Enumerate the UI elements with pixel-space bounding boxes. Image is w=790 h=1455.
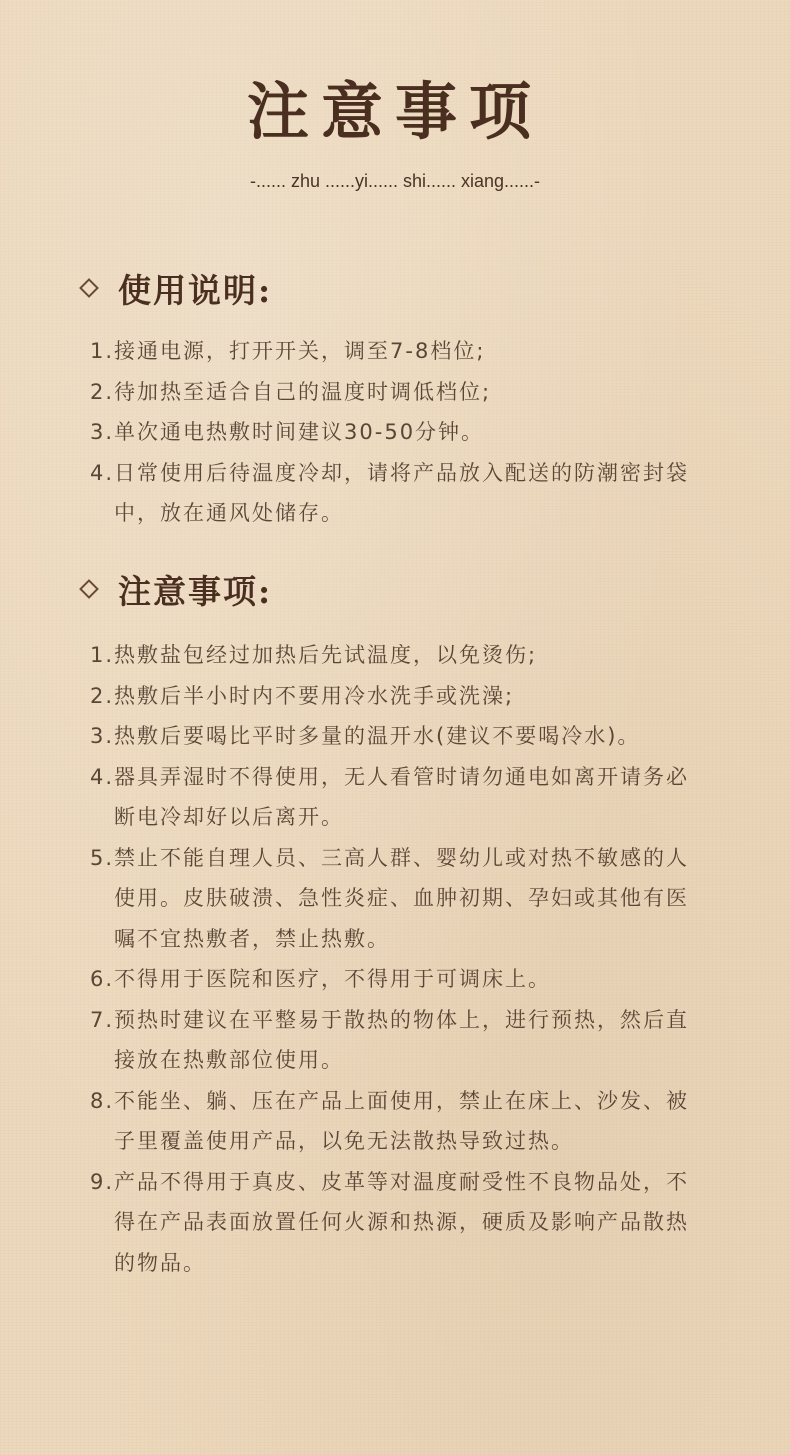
usage-section-heading <box>78 264 272 312</box>
page-subtitle-pinyin: -...... zhu ......yi...... shi...... xiang......- <box>249 171 541 191</box>
caution-item: 7.预热时建议在平整易于散热的物体上，进行预热，然后直接放在热敷部位使用。 <box>90 1007 690 1072</box>
page-title: 注意事项 <box>246 75 543 148</box>
cautions-section-heading <box>78 565 272 613</box>
diamond-bullet-icon <box>79 579 99 599</box>
caution-item: 8.不能坐、躺、压在产品上面使用，禁止在床上、沙发、被子里覆盖使用产品，以免无法散热导致过热。 <box>90 1088 690 1153</box>
usage-item: 2.待加热至适合自己的温度时调低档位; <box>90 379 492 404</box>
caution-item: 1.热敷盐包经过加热后先试温度，以免烫伤; <box>90 643 538 667</box>
caution-item: 4.器具弄湿时不得使用，无人看管时请勿通电如离开请务必断电冷却好以后离开。 <box>90 764 690 829</box>
caution-item: 6.不得用于医院和医疗，不得用于可调床上。 <box>90 967 552 991</box>
caution-item: 3.热敷后要喝比平时多量的温开水(建议不要喝冷水)。 <box>90 724 641 748</box>
usage-item: 3.单次通电热敷时间建议30-50分钟。 <box>90 420 485 444</box>
caution-item: 5.禁止不能自理人员、三高人群、婴幼儿或对热不敏感的人使用。皮肤破溃、急性炎症、血肿初期、孕妇或其他有医嘱不宜热敷者，禁止热敷。 <box>90 845 690 951</box>
caution-item: 9.产品不得用于真皮、皮革等对温度耐受性不良物品处，不得在产品表面放置任何火源和热源，硬质及影响产品散热的物品。 <box>90 1169 690 1275</box>
diamond-bullet-icon <box>79 278 99 298</box>
cautions-list <box>90 635 700 1283</box>
usage-item: 4.日常使用后待温度冷却，请将产品放入配送的防潮密封袋中，放在通风处储存。 <box>90 460 690 525</box>
caution-item: 2.热敷后半小时内不要用冷水洗手或洗澡; <box>90 683 515 708</box>
usage-heading-label: 使用说明: <box>118 270 273 310</box>
cautions-heading-label: 注意事项: <box>118 571 273 611</box>
usage-list <box>90 331 700 534</box>
usage-item: 1.接通电源，打开开关，调至7-8档位; <box>90 339 486 363</box>
